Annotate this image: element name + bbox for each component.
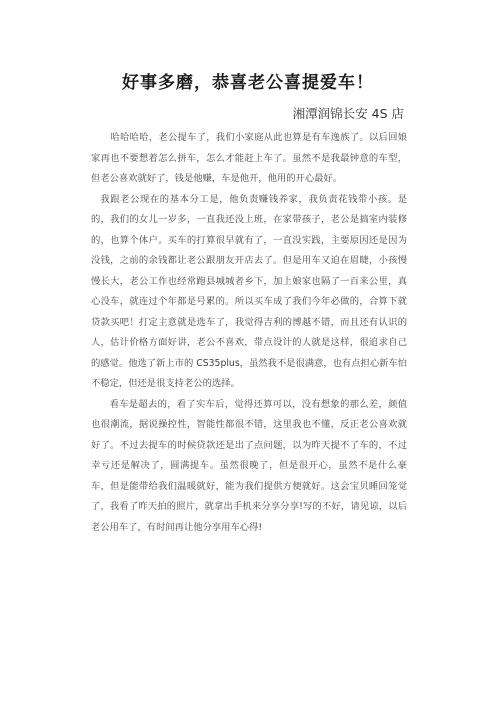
paragraph: 看车是超去的，看了实车后，觉得还算可以，没有想象的那么差，颜值也很潮流，据说操控性，智能性都很不错，这里我也不懂，反正老公喜欢就好了。不过去提车的时候贷款还是出了点问题，以为昨天提不了车的，不过幸亏还是解决了，圆满提车。虽然很晚了，但是很开心，虽然不是什么豪车，但是能带给我们温暖就好，能为我们提供方便就好。这会宝贝睡回笼觉了，我看了昨天拍的照片，就拿出手机来分享分享!写的不好，请见谅，以后老公用车了，有时间再让他分享用车心得! [91,398,407,533]
paragraph: 我跟老公现在的基本分工是，他负责赚钱养家，我负责花钱带小孩。是的，我们的女儿一岁多，一直我还没上班，在家带孩子，老公是搞室内装修的，也算个体户。买车的打算很早就有了，一直没实践，主要原因还是因为没钱，之前的余钱都让老公跟朋友开店去了。但是用车又迫在眉睫，小孩慢慢长大，老公工作也经常跑县城城者乡下，加上娘家也隔了一百来公里，真心没车，就连过个年都是号累的。所以买车成了我们今年必做的，合算下就贷款买吧！打定主意就是选车了，我觉得吉利的博越不错，而且还有认识的人，估计价格方面好讲，老公不喜欢，带点设计的人就是这样，很追求自己的感觉。他选了新上市的 CS35plus，虽然我不是很满意，也有点担心新车怕不稳定，但还是很支持老公的选择。 [91,193,408,389]
document-title: 好事多磨，恭喜老公喜提爱车！ [122,73,374,93]
paragraph: 哈哈哈哈，老公提车了，我们小家庭从此也算是有车逸族了。以后回娘家再也不要想着怎么拼车，怎么才能赶上车了。虽然不是我最钟意的车型，但老公喜欢就好了，钱是他赚，车是他开，他用的开心最好。 [91,132,407,184]
document-subtitle: 湘潭润锦长安 4S 店 [292,106,404,121]
document-body [91,128,407,538]
